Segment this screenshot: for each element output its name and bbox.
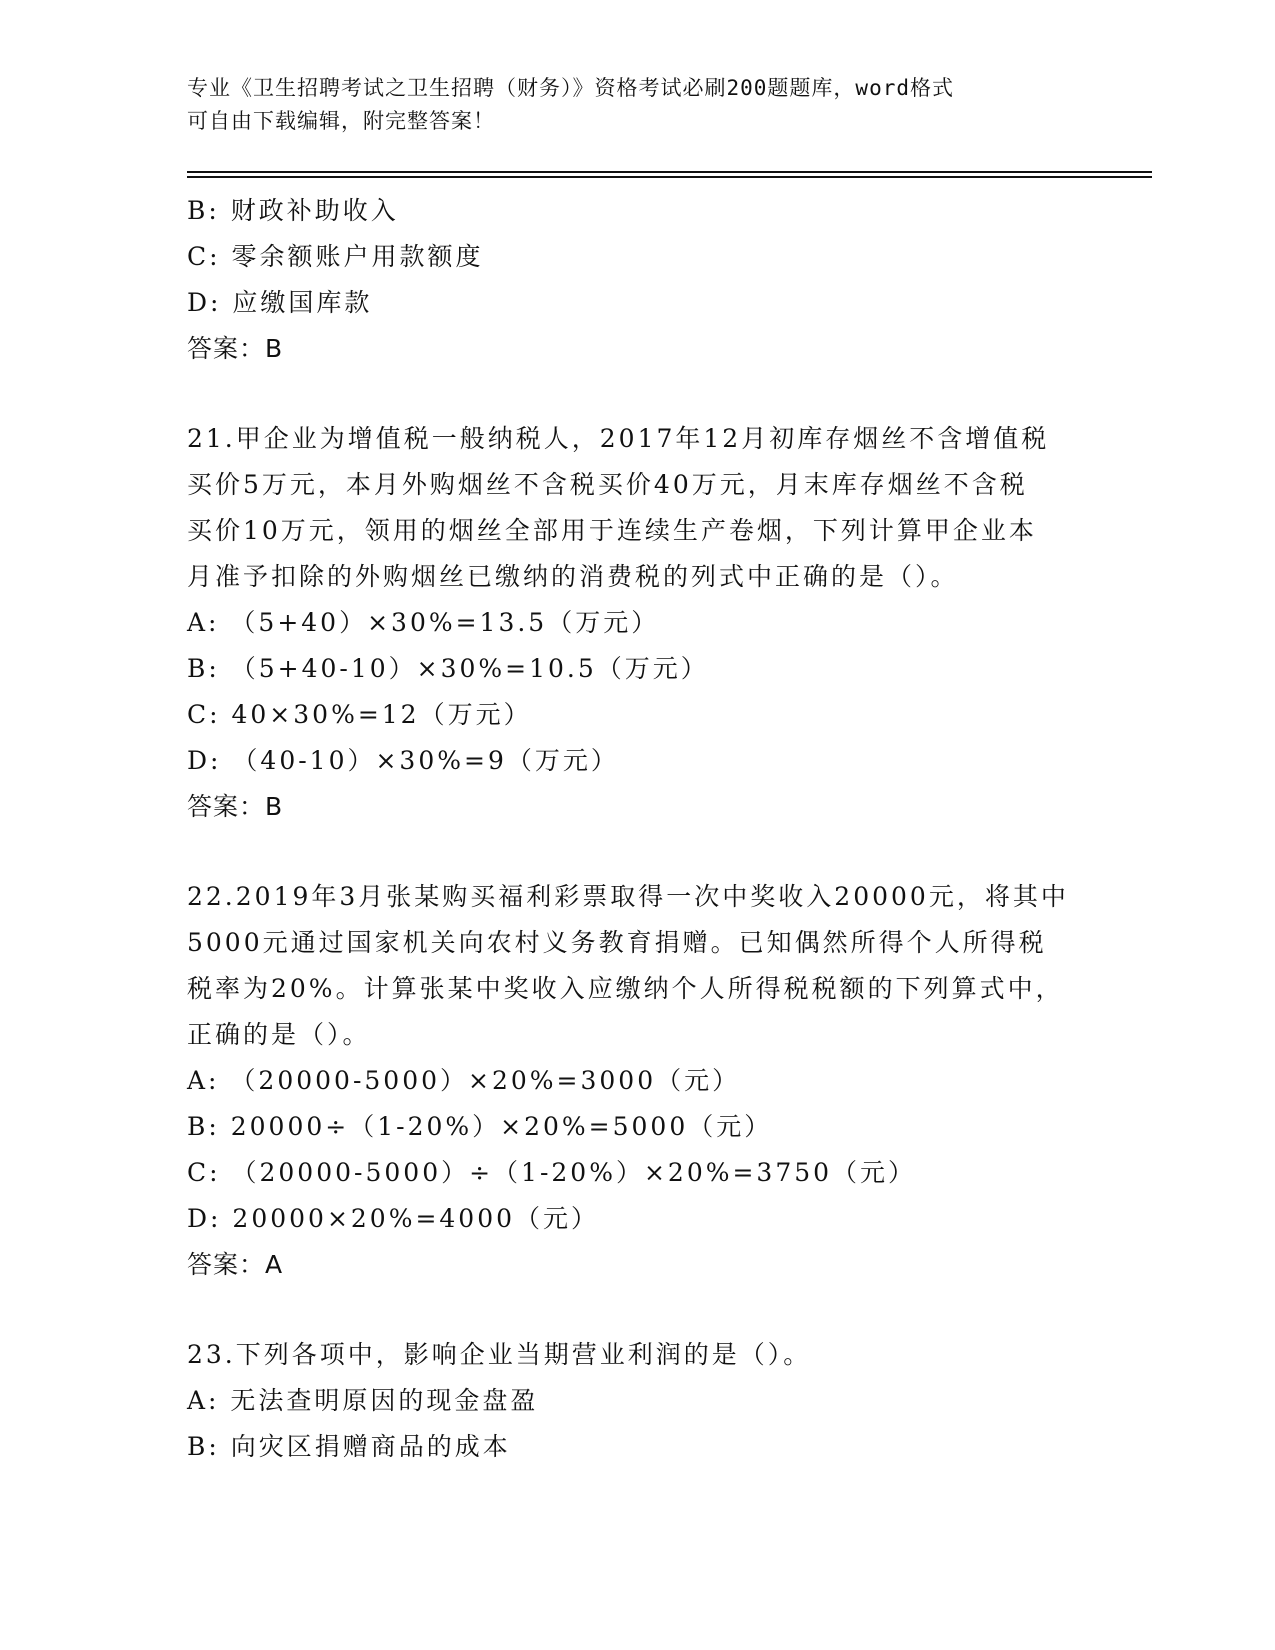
- question-21: [187, 416, 1107, 830]
- document-header: [187, 72, 1087, 138]
- option-d: D: 应缴国库款: [187, 288, 373, 317]
- option-a: A: （5+40）×30%=13.5（万元）: [187, 608, 660, 637]
- question-22: [187, 874, 1107, 1288]
- question-23: [187, 1332, 1107, 1470]
- answer-line: 答案：B: [187, 334, 284, 363]
- question-text-line: 正确的是（）。: [187, 1020, 371, 1049]
- option-a: A: 无法查明原因的现金盘盈: [187, 1386, 539, 1415]
- option-c: C: 零余额账户用款额度: [187, 242, 484, 271]
- spacer: [187, 1288, 1107, 1332]
- question-text-line: 22.2019年3月张某购买福利彩票取得一次中奖收入20000元，将其中: [187, 882, 1069, 911]
- option-a: A: （20000-5000）×20%=3000（元）: [187, 1066, 741, 1095]
- header-rule-bottom: [187, 176, 1152, 178]
- option-b: B: 财政补助收入: [187, 196, 399, 225]
- option-b: B: 20000÷（1-20%）×20%=5000（元）: [187, 1112, 773, 1141]
- option-c: C: （20000-5000）÷（1-20%）×20%=3750（元）: [187, 1158, 917, 1187]
- question-text-line: 21.甲企业为增值税一般纳税人，2017年12月初库存烟丝不含增值税: [187, 424, 1050, 453]
- question-text-line: 5000元通过国家机关向农村义务教育捐赠。已知偶然所得个人所得税: [187, 928, 1047, 957]
- previous-question-tail: [187, 188, 1107, 372]
- header-line-2: 可自由下载编辑，附完整答案！: [187, 109, 495, 133]
- question-text-line: 月准予扣除的外购烟丝已缴纳的消费税的列式中正确的是（）。: [187, 562, 959, 591]
- question-text-line: 税率为20%。计算张某中奖收入应缴纳个人所得税税额的下列算式中，: [187, 974, 1064, 1003]
- question-content: [187, 188, 1107, 1470]
- spacer: [187, 372, 1107, 416]
- option-d: D: （40-10）×30%=9（万元）: [187, 746, 619, 775]
- question-text-line: 23.下列各项中，影响企业当期营业利润的是（）。: [187, 1340, 812, 1369]
- option-c: C: 40×30%=12（万元）: [187, 700, 532, 729]
- answer-line: 答案：B: [187, 792, 284, 821]
- answer-line: 答案：A: [187, 1250, 284, 1279]
- header-rule-top: [187, 171, 1152, 173]
- spacer: [187, 830, 1107, 874]
- question-text-line: 买价10万元，领用的烟丝全部用于连续生产卷烟，下列计算甲企业本: [187, 516, 1037, 545]
- option-b: B: 向灾区捐赠商品的成本: [187, 1432, 511, 1461]
- header-line-1: 专业《卫生招聘考试之卫生招聘（财务）》资格考试必刷200题题库，word格式: [187, 76, 954, 100]
- option-b: B: （5+40-10）×30%=10.5（万元）: [187, 654, 709, 683]
- option-d: D: 20000×20%=4000（元）: [187, 1204, 600, 1233]
- question-text-line: 买价5万元，本月外购烟丝不含税买价40万元，月末库存烟丝不含税: [187, 470, 1028, 499]
